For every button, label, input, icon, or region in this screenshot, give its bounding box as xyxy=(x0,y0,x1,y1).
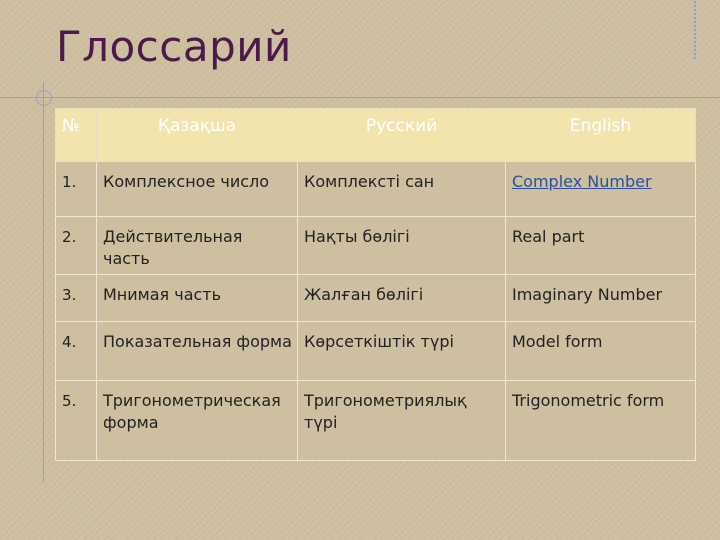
row-number: 5. xyxy=(56,381,97,461)
cell-english: Trigonometric form xyxy=(506,381,696,461)
cell-english: Real part xyxy=(506,217,696,275)
cell-kazakh: Показательная форма xyxy=(97,322,298,381)
table-row xyxy=(56,381,696,461)
cell-english: Model form xyxy=(506,322,696,381)
table-row xyxy=(56,162,696,217)
decorative-dots xyxy=(690,0,700,60)
cell-kazakh: Действительная часть xyxy=(97,217,298,275)
row-number: 1. xyxy=(56,162,97,217)
header-number: № xyxy=(56,109,97,162)
row-number: 4. xyxy=(56,322,97,381)
decorative-vertical-line xyxy=(43,82,44,482)
row-number: 3. xyxy=(56,275,97,322)
glossary-table xyxy=(55,108,696,461)
cell-russian: Комплексті сан xyxy=(298,162,506,217)
cell-english xyxy=(506,162,696,217)
table-row xyxy=(56,275,696,322)
table-row xyxy=(56,322,696,381)
decorative-ring-icon xyxy=(36,90,52,106)
page-title: Глоссарий xyxy=(56,22,292,71)
cell-russian: Көрсеткіштік түрі xyxy=(298,322,506,381)
row-number: 2. xyxy=(56,217,97,275)
cell-russian: Тригонометриялық түрі xyxy=(298,381,506,461)
cell-kazakh: Мнимая часть xyxy=(97,275,298,322)
header-english: English xyxy=(506,109,696,162)
cell-russian: Жалған бөлігі xyxy=(298,275,506,322)
cell-kazakh: Тригонометрическая форма xyxy=(97,381,298,461)
cell-kazakh: Комплексное число xyxy=(97,162,298,217)
decorative-horizontal-line xyxy=(0,97,720,98)
table-header-row xyxy=(56,109,696,162)
header-russian: Русский xyxy=(298,109,506,162)
complex-number-link[interactable]: Complex Number xyxy=(512,172,652,191)
cell-russian: Нақты бөлігі xyxy=(298,217,506,275)
header-kazakh: Қазақша xyxy=(97,109,298,162)
cell-english: Imaginary Number xyxy=(506,275,696,322)
table-row xyxy=(56,217,696,275)
